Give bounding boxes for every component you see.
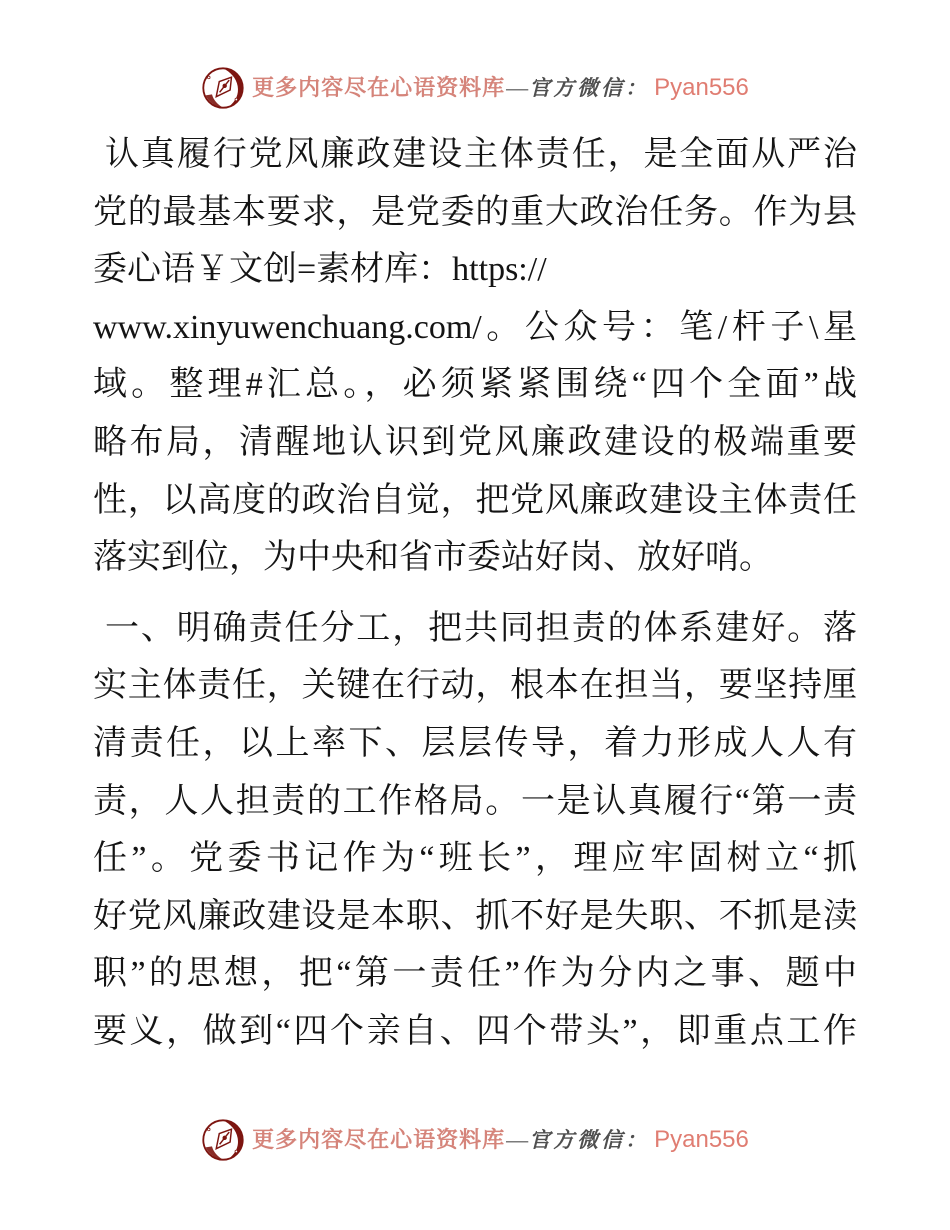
text-line: www.xinyuwenchuang.com/。公众号：笔/杆子\星 [93,308,857,346]
document-body [93,126,857,1061]
paragraph [93,600,857,1061]
text-line: 域。整理#汇总。，必须紧紧围绕“四个全面”战 [93,366,857,404]
text-line: 略布局，清醒地认识到党风廉政建设的极端重要 [93,423,857,461]
wechat-label: 官方微信： [529,75,650,100]
text-line: 实主体责任，关键在行动，根本在担当，要坚持厘 [93,667,857,705]
pen-seal-logo-icon [201,66,245,110]
wechat-id: Pyan556 [654,1126,749,1153]
text-line: 要义，做到“四个亲自、四个带头”，即重点工作 [93,1012,857,1050]
text-line: 党的最基本要求，是党委的重大政治任务。作为县 [93,193,857,231]
wechat-label: 官方微信： [529,1127,650,1152]
wechat-id: Pyan556 [654,74,749,101]
text-line: 责，人人担责的工作格局。一是认真履行“第一责 [93,782,857,820]
text-line: 任”。党委书记作为“班长”，理应牢固树立“抓 [93,840,857,878]
brand-text: 更多内容尽在心语资料库 [252,75,506,100]
text-line: 认真履行党风廉政建设主体责任，是全面从严治 [105,136,857,173]
pen-seal-logo-icon [201,1118,245,1162]
text-line: 好党风廉政建设是本职、抓不好是失职、不抓是渎 [93,897,857,935]
text-line: 委心语￥文创=素材库：https:// [93,251,547,289]
brand-text: 更多内容尽在心语资料库 [252,1127,506,1152]
em-dash: — [506,1127,529,1152]
text-line: 性，以高度的政治自觉，把党风廉政建设主体责任 [93,481,857,519]
footer-watermark [0,1118,950,1162]
text-line: 一、明确责任分工，把共同担责的体系建好。落 [105,609,857,647]
header-watermark [0,0,950,110]
text-line: 落实到位，为中央和省市委站好岗、放好哨。 [93,539,773,577]
paragraph [93,126,857,587]
text-line: 清责任，以上率下、层层传导，着力形成人人有 [93,724,857,762]
em-dash: — [506,75,529,100]
text-line: 职”的思想，把“第一责任”作为分内之事、题中 [93,955,857,993]
